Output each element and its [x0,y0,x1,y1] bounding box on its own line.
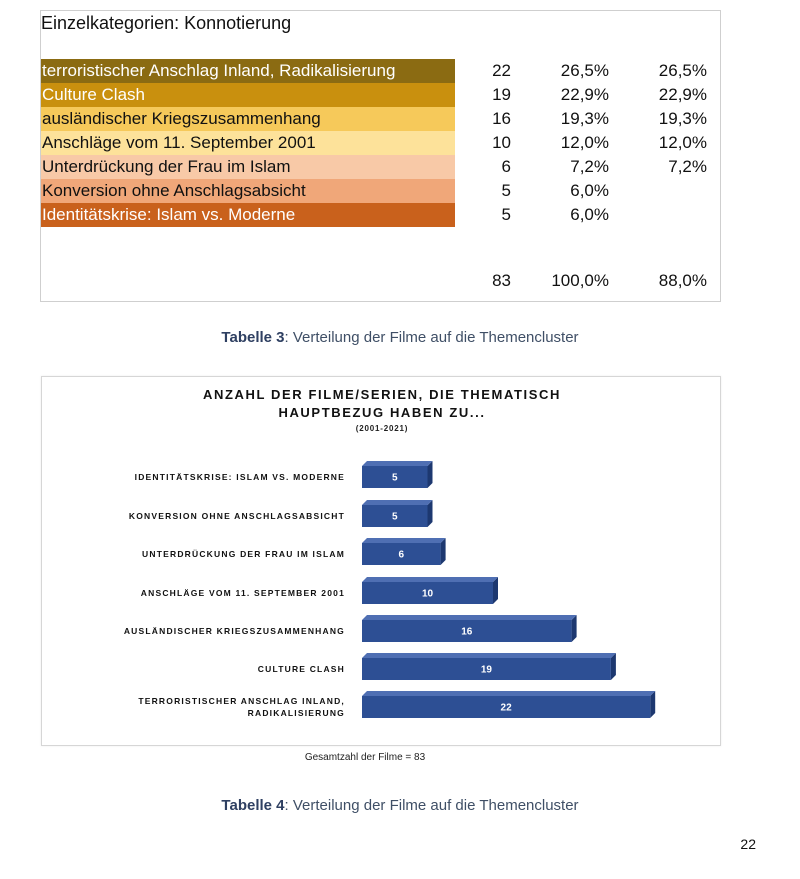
category-axis-label: TERRORISTISCHER ANSCHLAG INLAND, RADIKALISIERUNG [138,696,345,718]
category-label: Identitätskrise: Islam vs. Moderne [41,203,455,227]
table-4-caption-label: Tabelle 4 [221,797,285,814]
category-cumulative [631,179,707,203]
category-cumulative: 19,3% [658,109,707,128]
bar-group [141,577,498,604]
bar-top [362,538,446,543]
table-row [41,83,722,107]
category-percent: 6,0% [570,205,609,224]
category-count: 6 [501,157,511,176]
category-cumulative [631,203,707,227]
bar-chart [41,376,721,746]
category-count: 5 [501,181,511,200]
category-count: 10 [492,133,511,152]
category-count: 19 [492,85,511,104]
category-percent: 19,3% [560,109,609,128]
category-cumulative: 12,0% [658,133,707,152]
table-row [41,155,722,179]
chart-plot [42,377,722,747]
category-cumulative: 7,2% [668,157,707,176]
table-3-caption-text: : Verteilung der Filme auf die Themencluster [284,329,579,346]
total-percent: 100,0% [551,271,609,290]
chart-title-line-1: ANZAHL DER FILME/SERIEN, DIE THEMATISCH [202,387,562,402]
bar-top [362,691,655,696]
category-percent: 6,0% [570,181,609,200]
category-percent: 26,5% [560,61,609,80]
bar-group [135,461,433,488]
bar-value-label: 10 [421,588,434,600]
category-label: Culture Clash [41,83,455,107]
page-number: 22 [740,836,756,852]
bar-top [362,653,616,658]
bar-group [124,615,577,642]
bar-group [142,538,446,565]
table-row [41,59,722,83]
chart-total-note: Gesamtzahl der Filme = 83 [304,752,426,763]
table-row [41,107,722,131]
category-label: ausländischer Kriegszusammenhang [41,107,455,131]
bar-group [138,691,655,718]
category-axis-label: KONVERSION OHNE ANSCHLAGSABSICHT [128,511,345,521]
bar-group [258,653,616,680]
table-row [41,203,722,227]
category-percent: 7,2% [570,157,609,176]
bar-group [129,500,433,527]
category-count: 16 [492,109,511,128]
bar-top [362,577,498,582]
category-axis-label: CULTURE CLASH [257,664,345,674]
total-count: 83 [492,271,511,290]
bar-top [362,461,433,466]
bar-top [362,615,577,620]
table-3-caption-label: Tabelle 3 [221,329,285,346]
category-label: Konversion ohne Anschlagsabsicht [41,179,455,203]
category-cumulative: 26,5% [658,61,707,80]
category-cumulative: 22,9% [658,85,707,104]
chart-subtitle: (2001-2021) [355,424,409,433]
table-3-caption [0,329,800,346]
table-row [41,131,722,155]
table-heading: Einzelkategorien: Konnotierung [41,13,292,33]
bar-value-label: 6 [398,549,405,561]
category-table [40,10,721,302]
chart-title-line-2: HAUPTBEZUG HABEN ZU... [278,405,486,420]
bar-value-label: 22 [500,702,512,714]
category-axis-label: ANSCHLÄGE VOM 11. SEPTEMBER 2001 [140,588,345,598]
category-axis-label: IDENTITÄTSKRISE: ISLAM VS. MODERNE [134,472,345,482]
category-percent: 22,9% [560,85,609,104]
table-total-row [41,269,722,293]
bar-value-label: 5 [391,511,398,523]
category-axis-label: AUSLÄNDISCHER KRIEGSZUSAMMENHANG [123,626,345,636]
category-count: 5 [501,205,511,224]
bar-top [362,500,433,505]
table-4-caption-text: : Verteilung der Filme auf die Themencluster [284,797,579,814]
category-count: 22 [492,61,511,80]
category-axis-label: UNTERDRÜCKUNG DER FRAU IM ISLAM [142,549,345,559]
bar-value-label: 16 [461,626,473,638]
category-percent: 12,0% [560,133,609,152]
total-cumulative: 88,0% [658,271,707,290]
category-label: Anschläge vom 11. September 2001 [41,131,455,155]
bar-value-label: 5 [391,472,398,484]
bar-value-label: 19 [480,664,493,676]
table-4-caption [0,797,800,814]
category-label: Unterdrückung der Frau im Islam [41,155,455,179]
category-label: terroristischer Anschlag Inland, Radikalisierung [41,59,455,83]
table-row [41,179,722,203]
